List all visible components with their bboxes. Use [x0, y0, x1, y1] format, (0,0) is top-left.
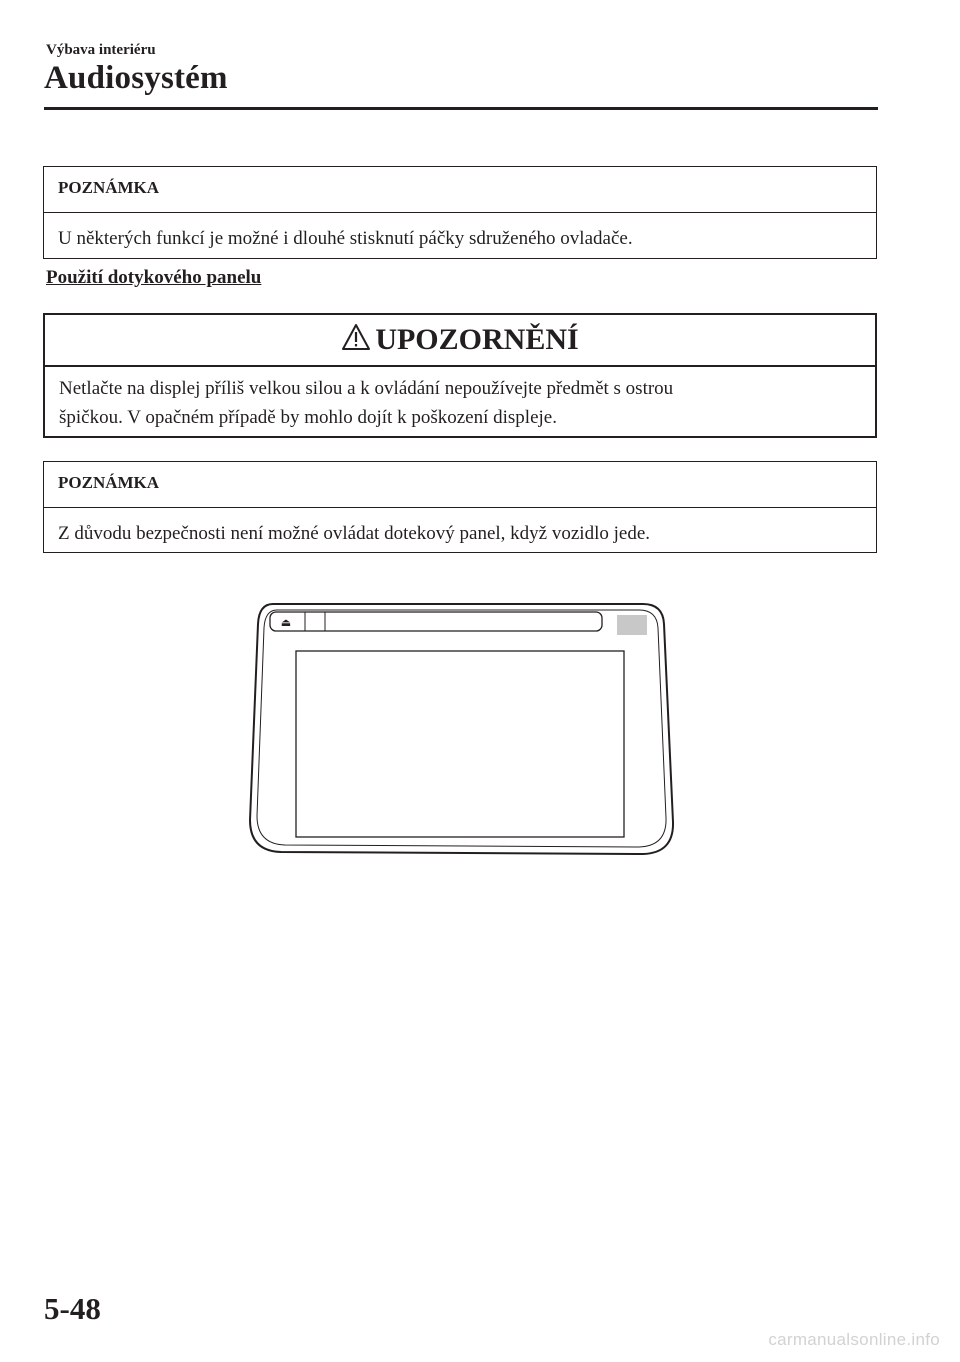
center-display-illustration — [245, 598, 675, 864]
page-number: 5-48 — [44, 1291, 101, 1326]
caution-header — [45, 315, 875, 367]
caution-box — [43, 313, 877, 438]
warning-triangle-icon — [341, 323, 371, 351]
note-heading: POZNÁMKA — [44, 167, 876, 213]
watermark: carmanualsonline.info — [768, 1330, 940, 1349]
note-box — [43, 461, 877, 553]
caution-line: špičkou. V opačném případě by mohlo dojít k poškození displeje. — [59, 407, 557, 428]
caution-line: Netlačte na displej příliš velkou silou a k ovládání nepoužívejte předmět s ostrou — [59, 378, 674, 399]
title-rule — [44, 107, 878, 110]
section-label: Výbava interiéru — [46, 42, 156, 58]
center-display-drawing — [245, 598, 675, 864]
caution-text — [45, 367, 875, 432]
page-title: Audiosystém — [44, 60, 228, 96]
note-text: Z důvodu bezpečnosti není možné ovládat dotekový panel, když vozidlo jede. — [58, 523, 650, 544]
eject-icon: ⏏ — [280, 616, 292, 629]
note-text: U některých funkcí je možné i dlouhé stisknutí páčky sdruženého ovladače. — [58, 228, 633, 249]
caution-heading: UPOZORNĚNÍ — [375, 323, 579, 356]
note-box — [43, 166, 877, 259]
note-heading: POZNÁMKA — [44, 462, 876, 508]
subheading: Použití dotykového panelu — [46, 267, 262, 288]
